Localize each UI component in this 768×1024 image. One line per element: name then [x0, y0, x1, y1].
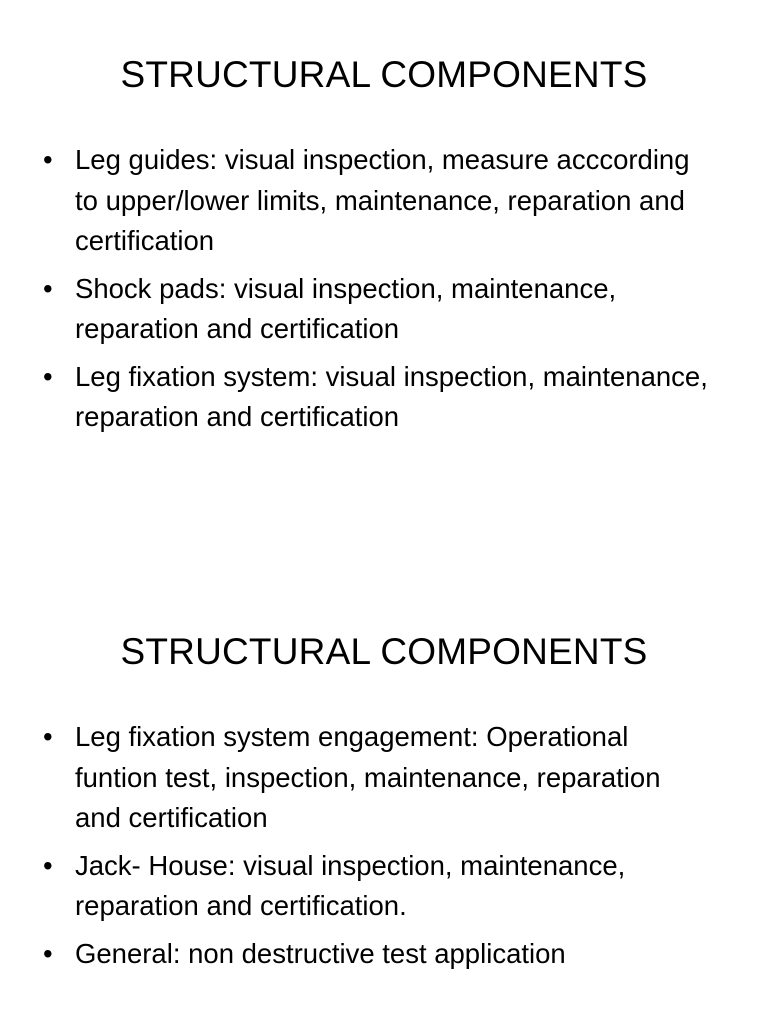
slide-2: [0, 577, 768, 1024]
bullet-list: [0, 717, 768, 981]
bullet-item: [0, 140, 768, 262]
bullet-icon: •: [43, 937, 53, 969]
bullet-icon: •: [43, 272, 53, 304]
bullet-item: [0, 846, 768, 927]
bullet-icon: •: [43, 849, 53, 881]
bullet-item: [0, 269, 768, 350]
bullet-item: [0, 357, 768, 438]
bullet-icon: •: [43, 360, 53, 392]
slide-title: STRUCTURAL COMPONENTS: [120, 54, 648, 95]
bullet-icon: •: [43, 721, 53, 752]
bullet-list: [0, 140, 768, 445]
bullet-text: General: non destructive test application: [75, 937, 566, 969]
slide-title: STRUCTURAL COMPONENTS: [120, 631, 648, 672]
bullet-text: Leg fixation system engagement: Operational funtion test, inspection, maintenance, reparation and certification: [75, 721, 661, 833]
bullet-text: Leg fixation system: visual inspection, maintenance, reparation and certification: [75, 360, 708, 432]
bullet-text: Jack- House: visual inspection, maintenance, reparation and certification.: [75, 849, 626, 921]
bullet-item: [0, 717, 768, 839]
bullet-text: Leg guides: visual inspection, measure acccording to upper/lower limits, maintenance, reparation and certification: [75, 144, 690, 256]
bullet-icon: •: [43, 144, 53, 175]
bullet-item: [0, 934, 768, 975]
bullet-text: Shock pads: visual inspection, maintenance, reparation and certification: [75, 272, 617, 344]
